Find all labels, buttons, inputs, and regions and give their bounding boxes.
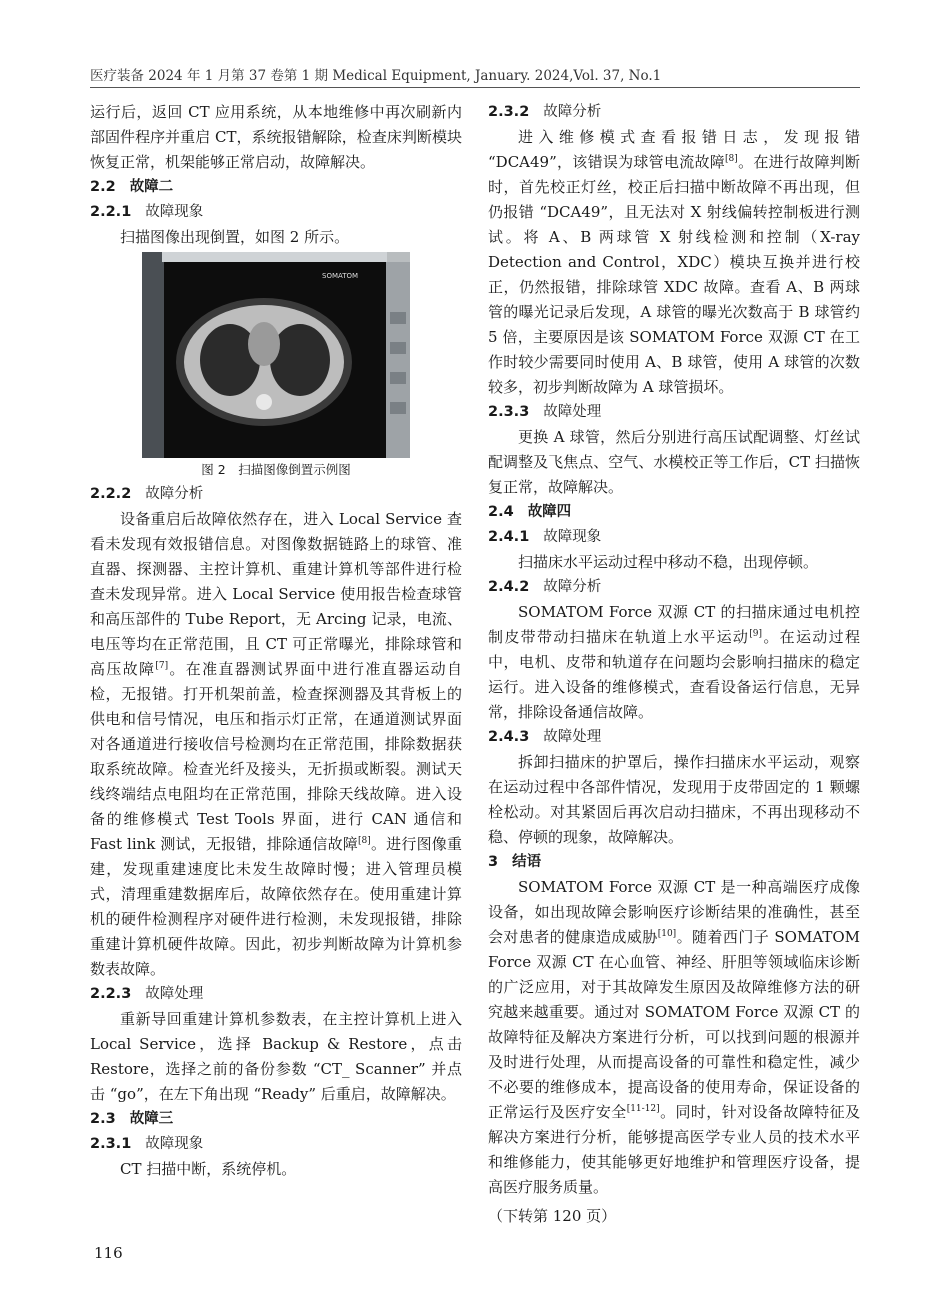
text-run: 进入维修模式查看报错日志，发现报错 “DCA49”，该错误为球管电流故障 xyxy=(488,128,860,171)
text-run: 。随着西门子 SOMATOM Force 双源 CT 在心血管、神经、肝胆等领域临床诊断的广泛应用，对于其故障发生原因及故障维修方法的研究越来越重要。通过对 SOMATOM Force 双源 CT 的故障特征及解决方案进行分析，可以找到问题的根源并及时进行处理，从而提高设备的可靠性和稳定性，减少不必要的维修成本，提高设备的使用寿命，保证设备的正常运行及医疗安全 xyxy=(488,928,860,1121)
section-number: 2.3.2 xyxy=(488,104,530,120)
text-run: 。进行图像重建，发现重建速度比未发生故障时慢；进入管理员模式，清理重建数据库后，故障依然存在。使用重建计算机的硬件检测程序对硬件进行检测，未发现报错，排除重建计算机硬件故障。因此，初步判断故障为计算机参数表故障。 xyxy=(90,835,462,978)
citation: [7] xyxy=(155,661,169,671)
monitor-side-panel xyxy=(386,262,410,458)
section-title: 故障处理 xyxy=(543,404,602,420)
section-title: 故障分析 xyxy=(543,579,602,595)
citation: [8] xyxy=(725,154,738,164)
section-title: 故障三 xyxy=(129,1111,174,1127)
citation: [9] xyxy=(749,629,763,639)
section-number: 2.4.1 xyxy=(488,529,530,545)
section-title: 故障四 xyxy=(527,504,572,520)
section-number: 2.2.1 xyxy=(90,204,132,220)
section-title: 结语 xyxy=(512,854,542,870)
side-button xyxy=(390,342,406,354)
section-title: 故障分析 xyxy=(543,104,602,120)
paragraph-2-3-2 xyxy=(488,125,860,400)
monitor-menu-bar xyxy=(162,252,387,262)
section-number: 2.3 xyxy=(90,1111,116,1127)
section-2-3-heading xyxy=(90,1107,462,1132)
running-header: 医疗装备 2024 年 1 月第 37 卷第 1 期 Medical Equipment, January. 2024,Vol. 37, No.1 xyxy=(90,68,662,84)
side-button xyxy=(390,312,406,324)
section-2-2-1-heading xyxy=(90,200,462,225)
section-number: 2.4.3 xyxy=(488,729,530,745)
section-number: 2.2 xyxy=(90,179,116,195)
section-2-2-2-heading xyxy=(90,482,462,507)
section-2-3-2-heading xyxy=(488,100,860,125)
section-number: 2.4.2 xyxy=(488,579,530,595)
section-title: 故障现象 xyxy=(145,1136,204,1152)
text-run: 。在运动过程中，电机、皮带和轨道存在问题均会影响扫描床的稳定运行。进入设备的维修模式，查看设备运行信息，无异常，排除设备通信故障。 xyxy=(488,628,860,721)
section-number: 2.3.1 xyxy=(90,1136,132,1152)
text-run: SOMATOM Force 双源 CT 是一种高端医疗成像设备，如出现故障会影响医疗诊断结果的准确性，甚至会对患者的健康造成威胁 xyxy=(488,878,860,946)
text-run: 。在准直器测试界面中进行准直器运动自检，无报错。打开机架前盖，检查探测器及其背板上的供电和信号情况，电压和指示灯正常，在通道测试界面对各通道进行接收信号检测均在正常范围，排除数据获取系统故障。检查光纤及接头，无折损或断裂。测试天线终端结点电阻均在正常范围，排除天线故障。进入设备的维修模式 Test Tools 界面，进行 CAN 通信和 Fast link 测试，无报错，排除通信故障 xyxy=(90,660,462,853)
paragraph-3 xyxy=(488,875,860,1200)
section-2-3-1-heading xyxy=(90,1132,462,1157)
section-title: 故障二 xyxy=(129,179,174,195)
section-2-2-3-heading xyxy=(90,982,462,1007)
paragraph-2-4-2 xyxy=(488,600,860,725)
section-2-3-3-heading xyxy=(488,400,860,425)
section-title: 故障处理 xyxy=(543,729,602,745)
section-number: 2.2.2 xyxy=(90,486,132,502)
paragraph-intro: 运行后，返回 CT 应用系统，从本地维修中再次刷新内部固件程序并重启 CT，系统报错解除，检查床判断模块恢复正常，机架能够正常启动，故障解决。 xyxy=(90,103,462,171)
ct-monitor-illustration xyxy=(142,252,410,458)
paragraph-2-4-1: 扫描床水平运动过程中移动不稳，出现停顿。 xyxy=(518,553,819,571)
section-number: 2.3.3 xyxy=(488,404,530,420)
left-column xyxy=(90,100,462,1182)
ct-right-lung xyxy=(270,324,330,396)
citation: [8] xyxy=(358,836,371,846)
page-number: 116 xyxy=(94,1244,123,1262)
paragraph-2-2-2 xyxy=(90,507,462,982)
section-number: 2.4 xyxy=(488,504,514,520)
section-title: 故障现象 xyxy=(145,204,204,220)
paragraph-2-3-3: 更换 A 球管，然后分别进行高压试配调整、灯丝试配调整及飞焦点、空气、水模校正等工作后，CT 扫描恢复正常，故障解决。 xyxy=(488,428,860,496)
text-run: 。同时，针对设备故障特征及解决方案进行分析，能够提高医学专业人员的技术水平和维修能力，使其能够更好地维护和管理医疗设备，提高医疗服务质量。 xyxy=(488,1103,860,1196)
ct-spine xyxy=(256,394,272,410)
text-run: 设备重启后故障依然存在，进入 Local Service 查看未发现有效报错信息。对图像数据链路上的球管、准直器、探测器、主控计算机、重建计算机等部件进行检查未发现异常。进入 Local Service 使用报告检查球管和高压部件的 Tube Report，无 Arcing 记录，电流、电压等均在正常范围，且 CT 可正常曝光，排除球管和高压故障 xyxy=(90,510,462,678)
figure-caption: 图 2 扫描图像倒置示例图 xyxy=(201,462,351,477)
citation: [10] xyxy=(657,929,677,939)
ct-heart xyxy=(248,322,280,366)
section-title: 故障现象 xyxy=(543,529,602,545)
section-2-4-1-heading xyxy=(488,525,860,550)
section-number: 2.2.3 xyxy=(90,986,132,1002)
right-column xyxy=(488,100,860,1229)
section-2-2-heading xyxy=(90,175,462,200)
section-2-4-2-heading xyxy=(488,575,860,600)
continued-note: （下转第 120 页） xyxy=(488,1207,617,1225)
paragraph-2-2-3: 重新导回重建计算机参数表，在主控计算机上进入 Local Service，选择 Backup & Restore，点击 Restore，选择之前的备份参数 “CT_ Scanner” 并点击 “go”，在左下角出现 “Ready” 后重启，故障解决。 xyxy=(90,1010,462,1103)
header-rule xyxy=(90,87,860,88)
text-run: SOMATOM Force 双源 CT 的扫描床通过电机控制皮带带动扫描床在轨道上水平运动 xyxy=(488,603,860,646)
section-title: 故障分析 xyxy=(145,486,204,502)
paragraph-2-4-3: 拆卸扫描床的护罩后，操作扫描床水平运动，观察在运动过程中各部件情况，发现用于皮带固定的 1 颗螺栓松动。对其紧固后再次启动扫描床，不再出现移动不稳、停顿的现象，故障解决。 xyxy=(488,753,860,846)
figure-2-ct-photo xyxy=(142,252,410,458)
paragraph-2-2-1: 扫描图像出现倒置，如图 2 所示。 xyxy=(120,228,350,246)
section-2-4-3-heading xyxy=(488,725,860,750)
section-3-heading xyxy=(488,850,860,875)
paragraph-2-3-1: CT 扫描中断，系统停机。 xyxy=(120,1160,297,1178)
citation: [11-12] xyxy=(626,1104,660,1114)
side-button xyxy=(390,372,406,384)
section-2-4-heading xyxy=(488,500,860,525)
section-title: 故障处理 xyxy=(145,986,204,1002)
section-number: 3 xyxy=(488,854,499,870)
screen-overlay-text: SOMATOM xyxy=(322,272,359,280)
text-run: 。在进行故障判断时，首先校正灯丝，校正后扫描中断故障不再出现，但仍报错 “DCA49”，且无法对 X 射线偏转控制板进行测试。将 A、B 两球管 X 射线检测和控制（X-ray Detection and Control，XDC）模块互换并进行校正，仍然报错，排除球管 XDC 故障。查看 A、B 两球管的曝光记录后发现，A 球管的曝光次数高于 B 球管约 5 倍，主要原因是该 SOMATOM Force 双源 CT 在工作时较少需要同时使用 A、B 球管，使用 A 球管的次数较多，初步判断故障为 A 球管损坏。 xyxy=(488,153,860,396)
monitor-bezel-left xyxy=(142,252,164,458)
side-button xyxy=(390,402,406,414)
